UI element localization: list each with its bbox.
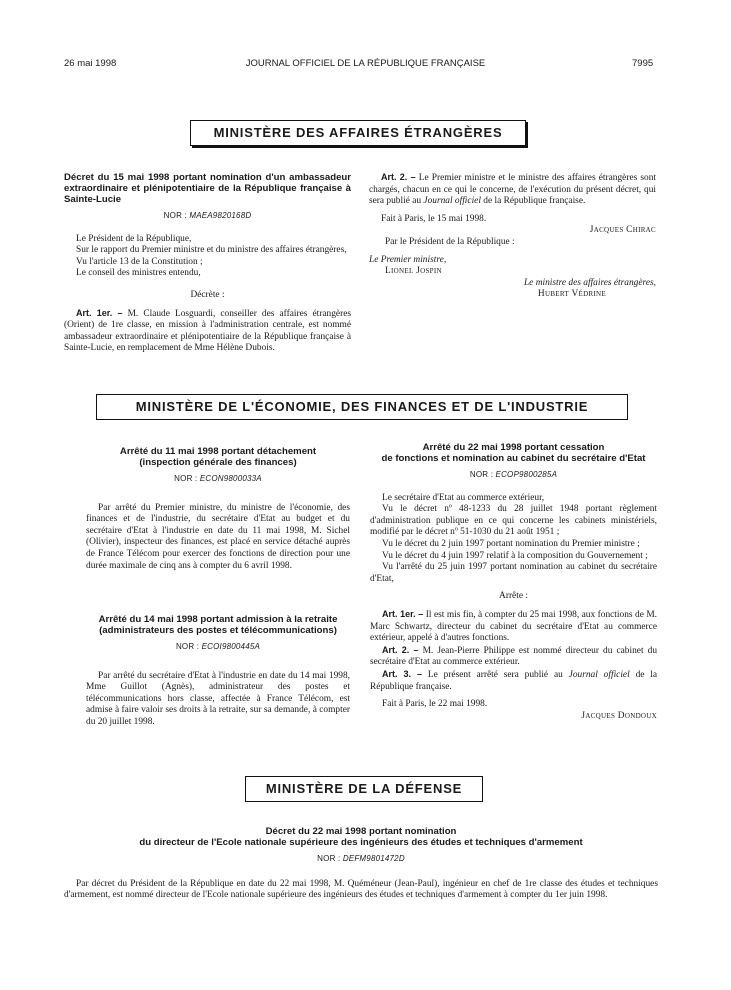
article-1: Art. 1er. – Il est mis fin, à compter du 25 mai 1998, aux fonctions de M. Marc Schwartz, directeur du cabinet du secrétaire d'Etat au commerce extérieur, appelé à d'autres fonctions. bbox=[370, 608, 657, 644]
nor-reference: NOR : ECOP9800285A bbox=[469, 470, 558, 479]
decree-title: Décret du 22 mai 1998 portant nomination bbox=[265, 826, 457, 837]
article-1: Art. 1er. – M. Claude Losguardi, conseiller des affaires étrangères (Orient) de 1re classe, en mission à l'administration centrale, est nommé ambassadeur extraordinaire et plénipotentiaire de la République française à Sainte-Lucie, en remplacement de Mme Hélène Dubois. bbox=[64, 307, 352, 354]
section-title-affaires-etrangeres: MINISTÈRE DES AFFAIRES ÉTRANGÈRES bbox=[190, 120, 526, 146]
nor-reference: NOR : MAEA9820168D bbox=[163, 211, 252, 220]
decree-sainte-lucie-col2 bbox=[369, 172, 656, 301]
signature-dondoux: Jacques Dondoux bbox=[581, 710, 657, 721]
header-date: 26 mai 1998 bbox=[64, 58, 117, 69]
nor-reference: NOR : ECON9800033A bbox=[174, 474, 262, 483]
paragraph: Par décret du Président de la République en date du 22 mai 1998, M. Quéméneur (Jean-Paul), ingénieur en chef de 1re classe des études et techniques d'armement, est nommé directeur de l'Ecole nationale supérieure des ingénieurs des études et techniques d'armement à compter du 1er juin 1998. bbox=[64, 878, 658, 901]
nor-reference: NOR : ECOI9800445A bbox=[175, 642, 261, 651]
section-title-defense: MINISTÈRE DE LA DÉFENSE bbox=[245, 776, 483, 802]
arrete-detachement bbox=[86, 446, 350, 572]
section-title-economie: MINISTÈRE DE L'ÉCONOMIE, DES FINANCES ET DE L'INDUSTRIE bbox=[96, 394, 628, 420]
paragraph: Vu l'arrêté du 25 juin 1997 portant nomination au cabinet du secrétaire d'Etat, bbox=[370, 562, 657, 584]
header-page-number: 7995 bbox=[632, 58, 654, 69]
fait-a-paris: Fait à Paris, le 15 mai 1998. bbox=[381, 213, 487, 224]
pm-title: Le Premier ministre, bbox=[369, 254, 447, 265]
article-3: Art. 3. – Le présent arrêté sera publié au Journal officiel de la République française. bbox=[370, 668, 658, 692]
decrete-label: Décrète : bbox=[190, 289, 225, 300]
decree-subtitle: du directeur de l'Ecole nationale supérieure des ingénieurs des études et techniques d'armement bbox=[139, 837, 583, 848]
pm-name: Lionel Jospin bbox=[385, 266, 442, 277]
arrete-subtitle: (inspection générale des finances) bbox=[139, 457, 297, 468]
arrete-subtitle: (administrateurs des postes et télécommunications) bbox=[99, 625, 337, 636]
paragraph: Vu le décret nº 48-1233 du 28 juillet 1948 portant règlement d'administration publique en ce qui concerne les cabinets ministériels, modifié par le décret nº 51-1030 du 21 août 1951 ; bbox=[370, 504, 657, 538]
paragraph: Le Président de la République, bbox=[76, 233, 192, 244]
minister-name: Hubert Védrine bbox=[537, 289, 606, 300]
decree-sainte-lucie-col1 bbox=[64, 172, 351, 355]
article-2: Art. 2. – Le Premier ministre et le ministre des affaires étrangères sont chargés, chacun en ce qui le concerne, de l'exécution du présent décret, qui sera publié au Journal officiel de la République française. bbox=[369, 172, 657, 207]
paragraph: Vu le décret du 2 juin 1997 portant nomination du Premier ministre ; bbox=[382, 538, 640, 549]
paragraph: Vu l'article 13 de la Constitution ; bbox=[76, 256, 203, 267]
paragraph: Le secrétaire d'Etat au commerce extérieur, bbox=[382, 492, 545, 503]
paragraph: Le conseil des ministres entendu, bbox=[76, 268, 201, 279]
paragraph: Par arrêté du Premier ministre, du ministre de l'économie, des finances et de l'industrie, du secrétaire d'Etat au budget et du secrétaire d'Etat à l'industrie en date du 11 mai 1998, M. Sichel (Olivier), inspecteur des finances, est placé en service détaché auprès de France Télécom pour exercer des fonctions de direction pour une durée maximale de cinq ans à compter du 6 avril 1998. bbox=[86, 502, 350, 571]
signature-chirac: Jacques Chirac bbox=[589, 225, 656, 236]
minister-title: Le ministre des affaires étrangères, bbox=[523, 277, 656, 288]
arrete-title: Arrêté du 11 mai 1998 portant détachement bbox=[119, 446, 317, 457]
paragraph: Par arrêté du secrétaire d'Etat à l'industrie en date du 14 mai 1998, Mme Guillot (Agnès), administrateur des postes et télécommunications hors classe, affectée à France Télécom, est admise à faire valoir ses droits à la retraite, sur sa demande, à compter du 20 juillet 1998. bbox=[86, 670, 350, 727]
arrete-cabinet bbox=[370, 442, 657, 722]
arrete-title: Arrêté du 22 mai 1998 portant cessation bbox=[422, 442, 605, 453]
article-2: Art. 2. – M. Jean-Pierre Philippe est nommé directeur du cabinet du secrétaire d'Etat au commerce extérieur. bbox=[370, 644, 658, 668]
arrete-label: Arrête : bbox=[499, 591, 528, 602]
decree-ecole-armement bbox=[64, 826, 658, 902]
nor-reference: NOR : DEFM9801472D bbox=[317, 854, 405, 863]
fait-a-paris: Fait à Paris, le 22 mai 1998. bbox=[382, 699, 488, 710]
par-le-president: Par le Président de la République : bbox=[385, 236, 515, 247]
paragraph: Vu le décret du 4 juin 1997 relatif à la composition du Gouvernement ; bbox=[382, 550, 648, 561]
decree-title: Décret du 15 mai 1998 portant nomination d'un ambassadeur extraordinaire et plénipotentiaire de la République française à Sainte-Lucie bbox=[64, 172, 351, 205]
arrete-retraite bbox=[86, 614, 350, 729]
arrete-subtitle: de fonctions et nomination au cabinet du secrétaire d'Etat bbox=[381, 453, 646, 464]
paragraph: Sur le rapport du Premier ministre et du ministre des affaires étrangères, bbox=[76, 245, 347, 256]
header-journal: JOURNAL OFFICIEL DE LA RÉPUBLIQUE FRANÇAISE bbox=[245, 58, 486, 69]
arrete-title: Arrêté du 14 mai 1998 portant admission à la retraite bbox=[98, 614, 338, 625]
